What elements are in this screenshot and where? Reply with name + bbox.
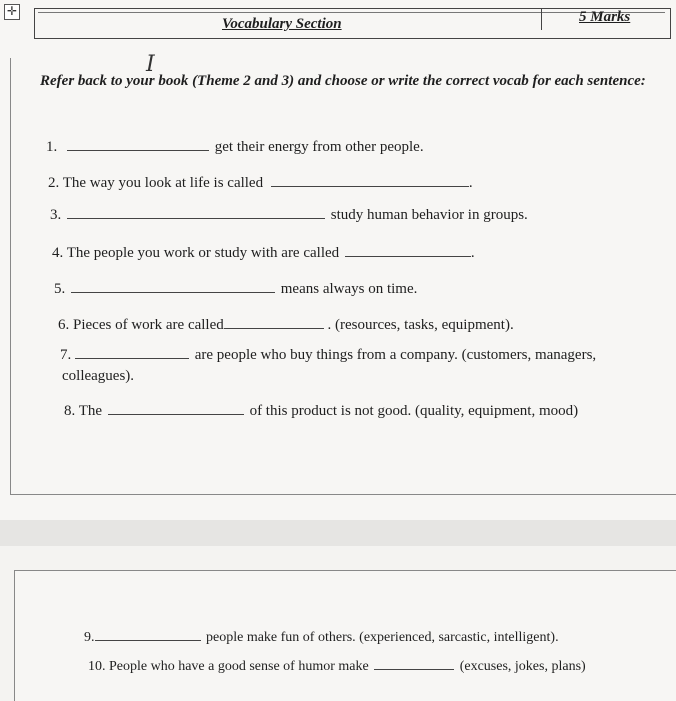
question-text: The people you work or study with are called: [66, 245, 340, 261]
question-number: 10.: [88, 659, 106, 674]
question-number: 8.: [64, 403, 76, 419]
section-title: Vocabulary Section: [222, 16, 342, 32]
question-text: of this product is not good. (quality, equipment, mood): [249, 403, 579, 419]
question-5: [54, 278, 417, 298]
question-number: 6.: [58, 317, 70, 333]
answer-blank-2[interactable]: [271, 172, 469, 187]
question-number: 1.: [46, 139, 58, 155]
question-text: The way you look at life is called: [62, 175, 264, 191]
answer-blank-6[interactable]: [224, 314, 324, 329]
answer-blank-5[interactable]: [71, 278, 275, 293]
header-box: [34, 8, 671, 39]
page-gap: [0, 520, 676, 546]
instructions: Refer back to your book (Theme 2 and 3) and choose or write the correct vocab for each sentence:: [40, 73, 646, 89]
content-border: [10, 58, 676, 495]
question-6: [58, 314, 514, 334]
answer-blank-8[interactable]: [108, 400, 244, 415]
question-number: 3.: [50, 207, 62, 223]
question-text: people make fun of others. (experienced, sarcastic, intelligent).: [206, 630, 559, 645]
question-10: [88, 655, 586, 675]
question-number: 4.: [52, 245, 64, 261]
answer-blank-4[interactable]: [345, 242, 471, 257]
question-end: . (resources, tasks, equipment).: [327, 317, 514, 333]
question-3: [50, 204, 528, 224]
question-text: are people who buy things from a company. (customers, managers,: [194, 347, 597, 363]
answer-blank-3[interactable]: [67, 204, 325, 219]
question-7-continuation: colleagues).: [62, 368, 135, 384]
question-end: .: [468, 175, 473, 191]
question-text: study human behavior in groups.: [330, 207, 528, 223]
answer-blank-9[interactable]: [95, 626, 201, 641]
question-8: [64, 400, 578, 420]
header-divider: [541, 8, 542, 30]
question-number: 7.: [60, 347, 72, 363]
question-number: 5.: [54, 281, 66, 297]
question-prefix: The: [78, 403, 103, 419]
question-text: get their energy from other people.: [214, 139, 424, 155]
question-end: (excuses, jokes, plans): [459, 659, 586, 674]
text-cursor-icon: I: [146, 52, 155, 77]
question-number: 2.: [48, 175, 60, 191]
question-7: [60, 344, 596, 364]
move-icon[interactable]: ✛: [4, 4, 20, 20]
question-end: .: [470, 245, 475, 261]
question-number: 9.: [84, 630, 95, 645]
answer-blank-10[interactable]: [374, 655, 454, 670]
question-text: Pieces of work are called: [73, 317, 224, 333]
question-text: People who have a good sense of humor make: [109, 659, 369, 674]
answer-blank-1[interactable]: [67, 136, 209, 151]
answer-blank-7[interactable]: [75, 344, 189, 359]
question-text: means always on time.: [280, 281, 418, 297]
marks-label: 5 Marks: [579, 9, 631, 25]
question-1: [46, 136, 424, 156]
question-9: [84, 626, 559, 646]
question-4: [52, 242, 475, 262]
question-2: [48, 172, 473, 192]
